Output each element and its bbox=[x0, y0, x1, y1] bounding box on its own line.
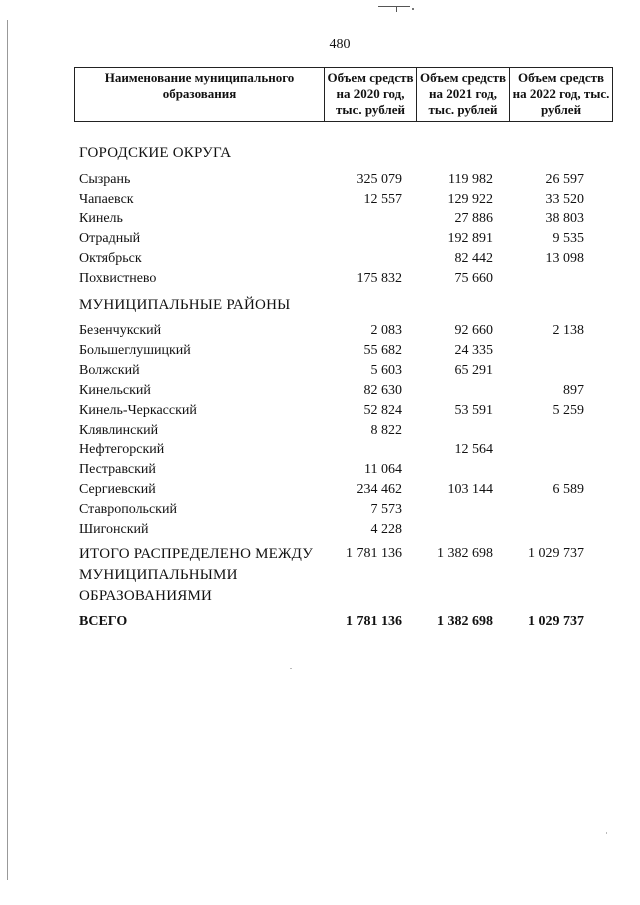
scan-speck bbox=[606, 832, 607, 834]
table-row bbox=[0, 442, 640, 462]
scan-speck bbox=[290, 668, 292, 669]
value-2021: 129 922 bbox=[447, 192, 493, 207]
header-2021: Объем средств на 2021 год, тыс. рублей bbox=[417, 68, 510, 122]
grand-total-row bbox=[0, 614, 640, 634]
value-2022: 897 bbox=[563, 383, 584, 398]
value-2020: 175 832 bbox=[356, 271, 402, 286]
value-2020: 82 630 bbox=[363, 383, 402, 398]
value-2021: 12 564 bbox=[454, 442, 493, 457]
municipality-name: Сызрань bbox=[79, 172, 131, 187]
municipality-name: Нефтегорский bbox=[79, 442, 165, 457]
value-2022: 5 259 bbox=[552, 403, 584, 418]
value-2021: 27 886 bbox=[454, 211, 493, 226]
table-row bbox=[0, 522, 640, 542]
table-row bbox=[0, 323, 640, 343]
section-heading bbox=[0, 145, 640, 165]
scan-mark-dot bbox=[412, 8, 414, 10]
municipality-name: Чапаевск bbox=[79, 192, 134, 207]
value-2020: 12 557 bbox=[363, 192, 402, 207]
value-2022: 6 589 bbox=[552, 482, 584, 497]
table-header bbox=[74, 67, 613, 122]
value-2021: 119 982 bbox=[448, 172, 493, 187]
value-2021: 192 891 bbox=[447, 231, 493, 246]
municipality-name: Пестравский bbox=[79, 462, 156, 477]
value-2020: 2 083 bbox=[370, 323, 402, 338]
page-number: 480 bbox=[329, 37, 351, 52]
total-distributed-label-line: ОБРАЗОВАНИЯМИ bbox=[79, 588, 213, 604]
table-row bbox=[0, 363, 640, 383]
value-2022: 38 803 bbox=[545, 211, 584, 226]
table-row bbox=[0, 403, 640, 423]
total-distributed-2022: 1 029 737 bbox=[528, 546, 584, 561]
municipality-name: Большеглушицкий bbox=[79, 343, 191, 358]
header-2020: Объем средств на 2020 год, тыс. рублей bbox=[325, 68, 417, 122]
total-distributed-row bbox=[0, 546, 640, 566]
header-2022: Объем средств на 2022 год, тыс. рублей bbox=[510, 68, 613, 122]
value-2020: 4 228 bbox=[370, 522, 402, 537]
municipality-name: Кинель bbox=[79, 211, 123, 226]
scan-mark-line bbox=[378, 6, 410, 7]
value-2022: 13 098 bbox=[545, 251, 584, 266]
total-distributed-2021: 1 382 698 bbox=[437, 546, 493, 561]
grand-total-2020: 1 781 136 bbox=[346, 614, 402, 629]
table-row bbox=[0, 462, 640, 482]
value-2021: 92 660 bbox=[454, 323, 493, 338]
table-row bbox=[0, 383, 640, 403]
municipality-name: Шигонский bbox=[79, 522, 149, 537]
value-2021: 24 335 bbox=[454, 343, 493, 358]
section-heading bbox=[0, 297, 640, 317]
scan-mark-tick bbox=[396, 6, 397, 12]
value-2020: 5 603 bbox=[370, 363, 402, 378]
table-row bbox=[0, 231, 640, 251]
municipality-name: Октябрьск bbox=[79, 251, 142, 266]
value-2020: 325 079 bbox=[356, 172, 402, 187]
value-2021: 65 291 bbox=[454, 363, 493, 378]
grand-total-label: ВСЕГО bbox=[79, 614, 128, 629]
value-2022: 9 535 bbox=[552, 231, 584, 246]
value-2021: 103 144 bbox=[447, 482, 493, 497]
total-distributed-row-cont bbox=[0, 588, 640, 608]
table-row bbox=[0, 251, 640, 271]
municipality-name: Кинельский bbox=[79, 383, 151, 398]
municipality-name: Волжский bbox=[79, 363, 140, 378]
section-urban-label: ГОРОДСКИЕ ОКРУГА bbox=[79, 145, 232, 161]
municipality-name: Сергиевский bbox=[79, 482, 156, 497]
value-2020: 234 462 bbox=[356, 482, 402, 497]
value-2020: 8 822 bbox=[370, 423, 402, 438]
value-2020: 11 064 bbox=[364, 462, 402, 477]
municipality-name: Безенчукский bbox=[79, 323, 162, 338]
value-2020: 52 824 bbox=[363, 403, 402, 418]
total-distributed-row-cont bbox=[0, 567, 640, 587]
value-2020: 7 573 bbox=[370, 502, 402, 517]
value-2021: 82 442 bbox=[454, 251, 493, 266]
table-row bbox=[0, 502, 640, 522]
total-distributed-2020: 1 781 136 bbox=[346, 546, 402, 561]
municipality-name: Клявлинский bbox=[79, 423, 159, 438]
table-row bbox=[0, 271, 640, 291]
grand-total-2022: 1 029 737 bbox=[528, 614, 584, 629]
total-distributed-label-line: ИТОГО РАСПРЕДЕЛЕНО МЕЖДУ bbox=[79, 546, 314, 562]
table-row bbox=[0, 343, 640, 363]
grand-total-2021: 1 382 698 bbox=[437, 614, 493, 629]
table-row bbox=[0, 211, 640, 231]
municipality-name: Похвистнево bbox=[79, 271, 157, 286]
value-2021: 75 660 bbox=[454, 271, 493, 286]
value-2022: 2 138 bbox=[552, 323, 584, 338]
value-2022: 26 597 bbox=[545, 172, 584, 187]
header-name: Наименование муниципального образования bbox=[75, 68, 325, 122]
table-row bbox=[0, 192, 640, 212]
value-2021: 53 591 bbox=[454, 403, 493, 418]
municipality-name: Кинель-Черкасский bbox=[79, 403, 197, 418]
value-2022: 33 520 bbox=[545, 192, 584, 207]
municipality-name: Ставропольский bbox=[79, 502, 177, 517]
table-row bbox=[0, 482, 640, 502]
total-distributed-label-line: МУНИЦИПАЛЬНЫМИ bbox=[79, 567, 238, 583]
table-row bbox=[0, 172, 640, 192]
municipality-name: Отрадный bbox=[79, 231, 141, 246]
table-row bbox=[0, 423, 640, 443]
section-districts-label: МУНИЦИПАЛЬНЫЕ РАЙОНЫ bbox=[79, 297, 291, 313]
value-2020: 55 682 bbox=[363, 343, 402, 358]
